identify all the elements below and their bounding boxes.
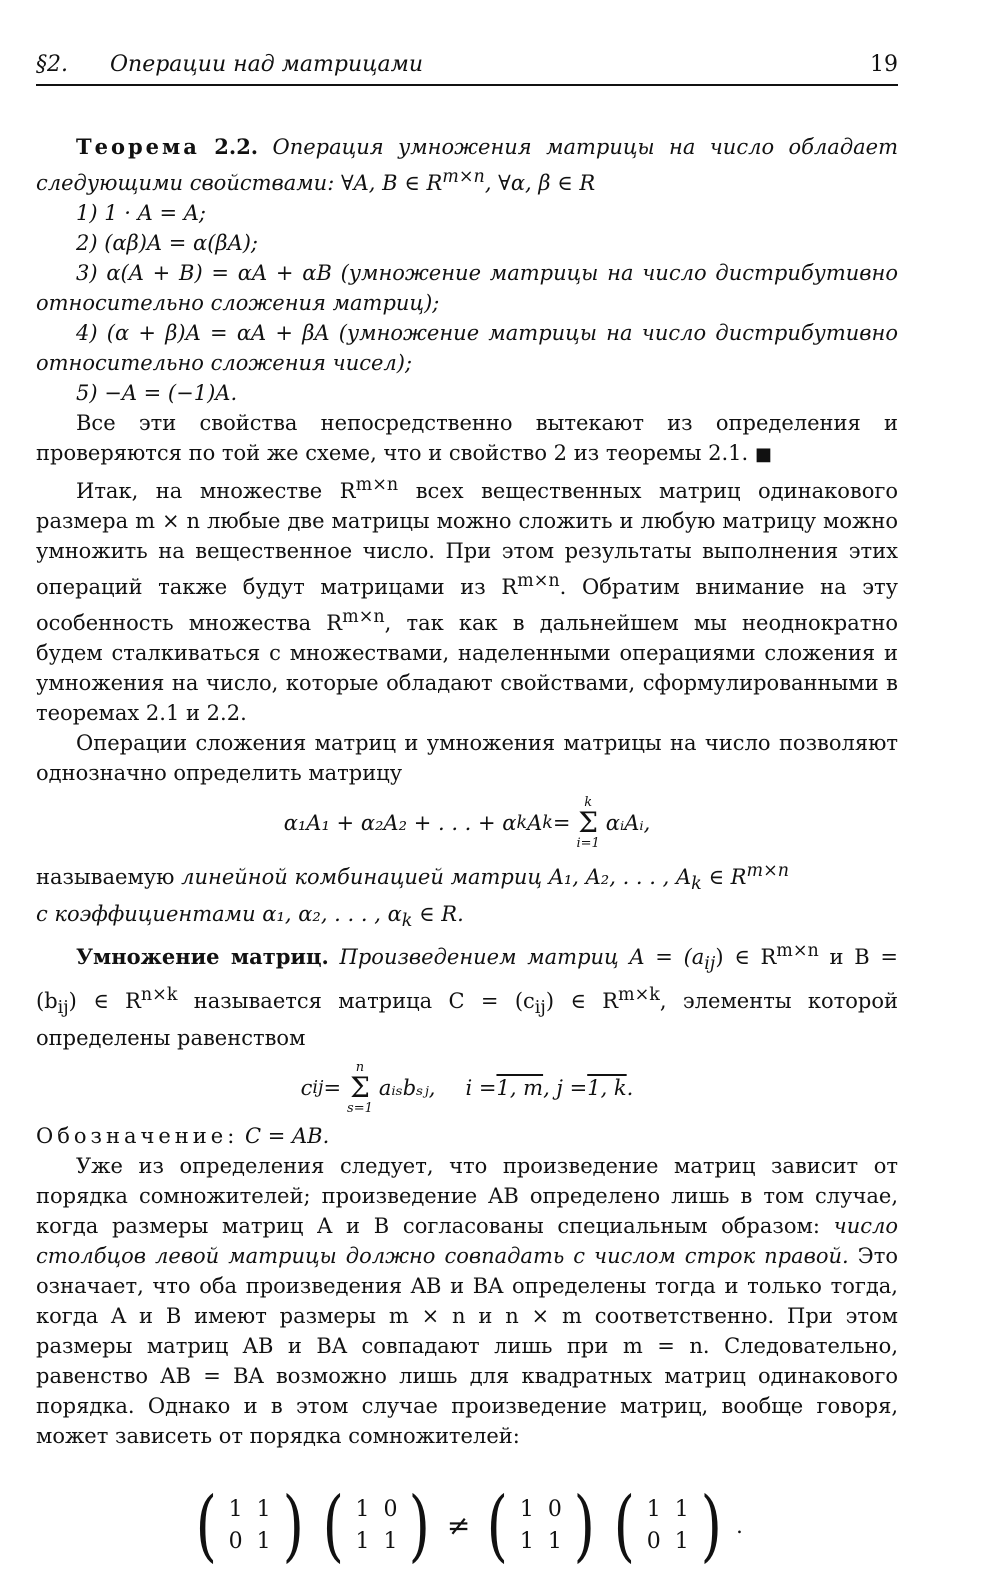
- sigma-icon: Σ: [578, 806, 599, 839]
- subscript: ij: [57, 997, 69, 1018]
- text-run: Это означает, что оба произведения AB и BA определены тогда и только тогда, когда A и B имеют размеры m × n и n × m соответственно. При этом размеры матриц AB и BA совпадают лишь при m = n. Следовательно, равенство AB = BA возможно лишь для квадратных матриц одинакового порядка. Однако и в этом случае произведение матриц, вообще говоря, может зависеть от порядка сомножителей:: [36, 1243, 898, 1448]
- subsection-heading: Умножение матриц.: [76, 944, 329, 970]
- page-number: 19: [870, 52, 898, 77]
- matrix-cell: 0: [646, 1528, 661, 1554]
- subscript: k: [691, 874, 702, 895]
- theorem-label: Теорема: [76, 134, 200, 159]
- paragraph-product-order: [36, 1151, 898, 1451]
- left-paren-icon: (: [195, 1480, 218, 1571]
- text-run: всех вещественных матриц одинакового размера m × n любые две матрицы можно сложить и любую матрицу можно умножить на вещественное число. При этом результаты выполнения этих операций также будут матрицами из R: [36, 479, 898, 599]
- qed-symbol: ■: [754, 444, 772, 465]
- left-paren-icon: (: [613, 1480, 636, 1571]
- matrix-3: [482, 1480, 599, 1571]
- text-run: с коэффициентами α₁, α₂, . . . , α: [36, 902, 402, 927]
- term-linear-combination: линейной комбинацией: [181, 865, 444, 889]
- superscript: m×n: [355, 475, 399, 495]
- matrix-cell: 0: [547, 1496, 562, 1522]
- paragraph-proof: [36, 408, 898, 470]
- matrix-cell: 1: [355, 1496, 370, 1522]
- formula-linear-combination: [36, 796, 898, 850]
- matrix-1: [191, 1480, 308, 1571]
- theorem-item-1: 1) 1 · A = A;: [76, 201, 206, 225]
- matrix-cell: 1: [646, 1496, 661, 1522]
- matrix-cell: 1: [519, 1528, 534, 1554]
- paragraph-multiplication: [36, 936, 898, 1052]
- paragraph-set: [36, 470, 898, 728]
- text-run: , так как в дальнейшем мы неоднократно будем сталкиваться с множествами, наделенными операциями сложения и умножения на число, которые обладают свойствами, сформулированными в теоремах 2.1 и 2.2.: [36, 611, 898, 725]
- superscript: m×n: [342, 607, 385, 627]
- formula-range-k: 1, k: [587, 1075, 627, 1100]
- theorem-item-4: 4) (α + β)A = αA + βA (умножение матрицы на число дистрибутивно относительно сложения чисел);: [36, 321, 898, 375]
- theorem-sup: m×n: [442, 167, 485, 187]
- term-product: Произведением: [339, 945, 517, 970]
- emphasis-rule: число столбцов левой матрицы должно совпадать с числом строк правой.: [36, 1213, 898, 1268]
- matrix-cell: 1: [674, 1496, 689, 1522]
- matrix-cell: 0: [228, 1528, 243, 1554]
- theorem-item-3: 3) α(A + B) = αA + αB (умножение матрицы на число дистрибутивно относительно сложения матриц);: [36, 261, 898, 315]
- left-paren-icon: (: [322, 1480, 344, 1571]
- paragraph-linear-combination: [36, 856, 898, 936]
- page: [36, 50, 899, 1571]
- notation-label: Обозначение:: [36, 1123, 239, 1148]
- text-run: ) ∈ R: [545, 988, 619, 1013]
- right-paren-icon: ): [700, 1480, 722, 1571]
- matrix-inequality: [36, 1480, 898, 1571]
- right-paren-icon: ): [409, 1480, 431, 1571]
- formula-lhs: c: [300, 1075, 313, 1100]
- formula-matrix-a: A: [527, 811, 543, 835]
- text-run: и B = (b: [36, 945, 898, 1013]
- text-run: . Обратим внимание на эту особенность множества R: [36, 575, 898, 635]
- sum-symbol: [347, 1061, 373, 1115]
- matrix-grid: [348, 1496, 404, 1556]
- superscript: n×k: [140, 984, 178, 1005]
- running-header: [36, 50, 898, 86]
- right-paren-icon: ): [573, 1480, 595, 1571]
- running-title: [36, 50, 423, 80]
- sum-upper-limit: n: [355, 1059, 365, 1075]
- matrix-cell: 1: [383, 1528, 398, 1554]
- matrix-4: [609, 1480, 726, 1571]
- formula-end: .: [626, 1075, 634, 1100]
- formula-range-m: 1, m: [496, 1075, 544, 1100]
- matrix-grid: [222, 1496, 278, 1556]
- superscript: m×n: [517, 571, 560, 591]
- matrix-cell: 1: [674, 1528, 689, 1554]
- text-run: ) ∈ R: [68, 988, 141, 1013]
- matrix-cell: 1: [519, 1496, 534, 1522]
- formula-equals: =: [552, 811, 571, 835]
- not-equal-sign: ≠: [446, 1508, 471, 1542]
- matrix-2: [318, 1480, 435, 1571]
- formula-subscript: k: [542, 813, 553, 833]
- text-run: ∈ R.: [412, 902, 464, 927]
- matrix-cell: 1: [228, 1496, 243, 1522]
- matrix-cell: 1: [547, 1528, 562, 1554]
- text-run: матриц A₁, A₂, . . . , A: [443, 865, 692, 889]
- theorem-statement: [36, 132, 898, 198]
- theorem-text-end: , ∀α, β ∈ R: [484, 171, 596, 195]
- matrix-grid: [513, 1496, 569, 1556]
- notation: [36, 1121, 898, 1151]
- theorem-number: 2.2.: [214, 134, 259, 159]
- formula-range: , j =: [543, 1075, 588, 1100]
- matrix-cell: 1: [256, 1496, 271, 1522]
- theorem-item-5: 5) −A = (−1)A.: [76, 381, 238, 405]
- theorem-item-2: 2) (αβ)A = α(βA);: [76, 231, 258, 255]
- paragraph-operations: Операции сложения матриц и умножения матрицы на число позволяют однозначно определить матрицу: [36, 731, 898, 785]
- text-run: ∈ R: [701, 865, 747, 889]
- text-run: называемую: [36, 865, 182, 889]
- right-paren-icon: ): [282, 1480, 304, 1571]
- matrix-cell: 1: [355, 1528, 370, 1554]
- formula-rhs: αᵢAᵢ,: [605, 811, 651, 835]
- matrix-grid: [640, 1496, 696, 1556]
- formula-lhs: α₁A₁ + α₂A₂ + . . . + α: [283, 811, 517, 835]
- formula-equals: =: [323, 1075, 342, 1100]
- subscript: k: [401, 911, 413, 932]
- text-run: матриц A = (a: [516, 945, 705, 970]
- section-number: §2.: [36, 52, 68, 77]
- section-title: Операции над матрицами: [110, 52, 423, 77]
- text-run: Итак, на множестве R: [76, 479, 356, 503]
- sigma-icon: Σ: [350, 1070, 370, 1104]
- superscript: m×n: [746, 861, 790, 881]
- formula-end: .: [736, 1513, 743, 1538]
- matrix-cell: 1: [256, 1528, 271, 1554]
- subscript: ij: [704, 954, 716, 975]
- sum-lower-limit: s=1: [347, 1100, 373, 1116]
- sum-lower-limit: i=1: [576, 836, 600, 851]
- sum-upper-limit: k: [584, 795, 593, 810]
- text-run: , элементы которой определены равенством: [36, 988, 899, 1050]
- superscript: m×n: [776, 941, 819, 962]
- proof-text: Все эти свойства непосредственно вытекают из определения и проверяются по той же схеме, что и свойство 2 из теоремы 2.1.: [36, 411, 898, 465]
- subscript: ij: [534, 997, 546, 1018]
- sum-symbol: [576, 796, 599, 850]
- formula-rhs: aᵢₛbₛⱼ,: [378, 1075, 436, 1100]
- formula-range: i =: [465, 1075, 497, 1100]
- left-paren-icon: (: [486, 1480, 509, 1571]
- formula-subscript: k: [516, 813, 528, 833]
- text-run: называется матрица C = (c: [177, 988, 535, 1013]
- text-run: ) ∈ R: [715, 945, 777, 970]
- text-run: Уже из определения следует, что произведение матриц зависит от порядка сомножителей; произведение AB определено лишь в том случае, когда размеры матриц A и B согласованы специальным образом:: [36, 1153, 898, 1238]
- theorem-text: Операция умножения матрицы на число обладает следующими свойствами: ∀A, B ∈ R: [36, 135, 898, 195]
- matrix-cell: 0: [383, 1496, 398, 1522]
- superscript: m×k: [618, 984, 660, 1005]
- formula-product-element: c ij = n Σ s=1 aᵢₛbₛⱼ, i = 1, m , j = 1, k .: [300, 1059, 634, 1116]
- notation-value: C = AB.: [244, 1123, 330, 1148]
